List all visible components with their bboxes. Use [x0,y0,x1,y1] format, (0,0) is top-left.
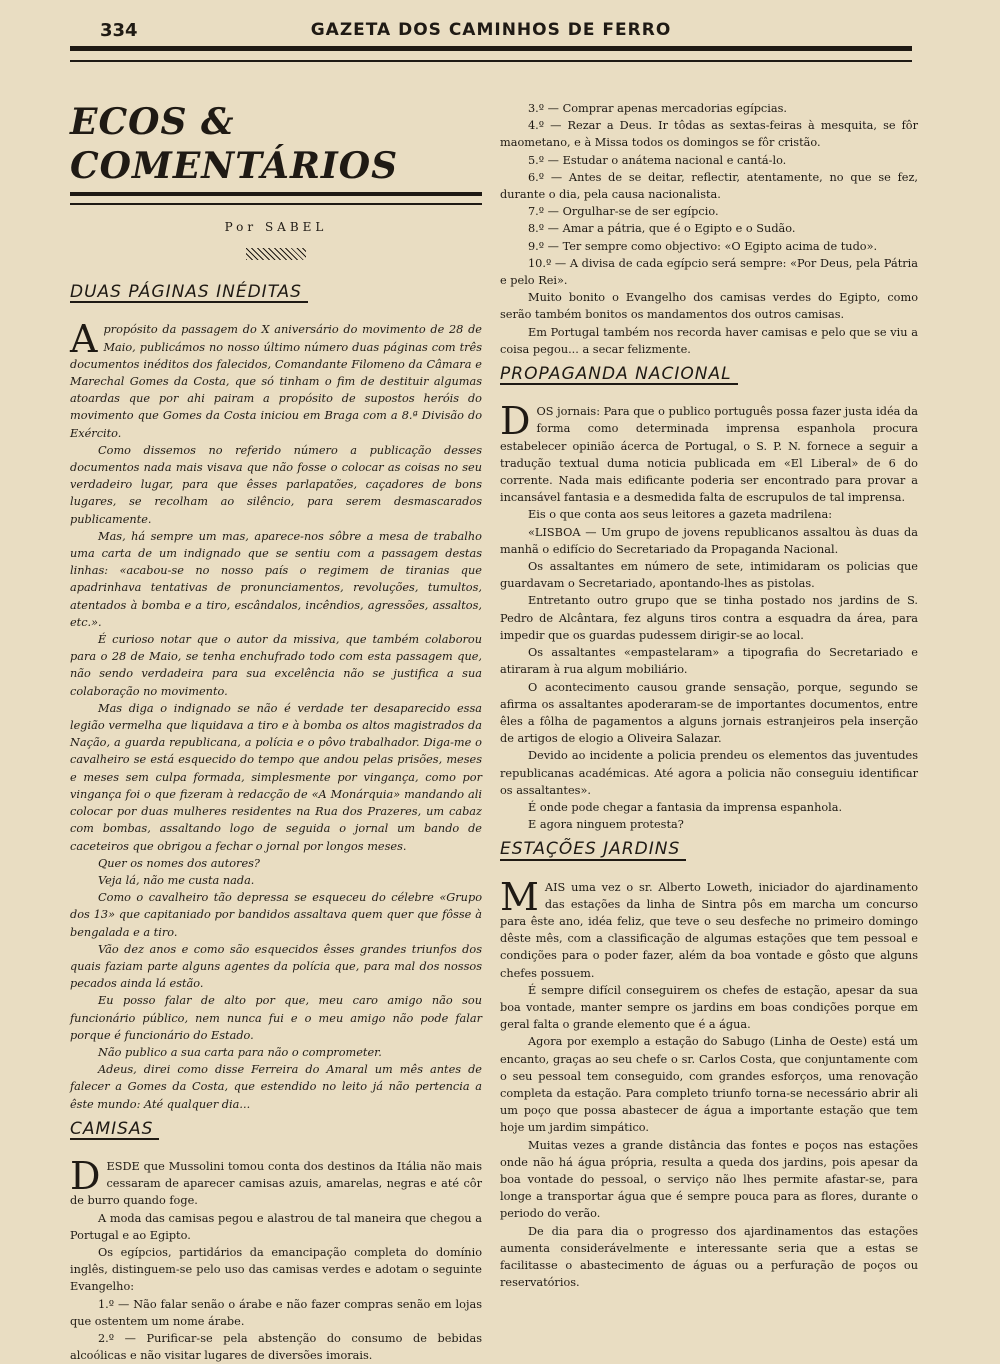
paragraph: «LISBOA — Um grupo de jovens republicanos assaltou às duas da manhã o edifício do Secretariado da Propaganda Nacional. [500,525,918,556]
paragraph: Mas diga o indignado se não é verdade ter desaparecido essa legião vermelha que liquidava a tiro e à bomba os altos magistrados da Nação, a guarda republicana, a polícia e o pôvo trabalhador. Diga-me o cavalheiro se está esquecido do tempo que andou pelas prisões, meses e meses sem culpa formada, simplesmente por vingança, como por vingança foi o que fizeram à redacção de «A Monárquia» mandando ali colocar por duas mulheres residentes na Rua dos Prazeres, um cabaz com bombas, assaltando logo de seguida o jornal um bando de caceteiros que obrigou a fechar o jornal por longos meses. [70,701,482,853]
paragraph: Entretanto outro grupo que se tinha postado nos jardins de S. Pedro de Alcântara, fez alguns tiros contra a esquadra da área, para impedir que os guardas pudessem dirigir-se ao local. [500,594,918,642]
section-heading-duas-paginas: DUAS PÁGINAS INÉDITAS [70,284,308,303]
list-item: 8.º — Amar a pátria, que é o Egipto e o Sudão. [528,222,796,236]
paragraph: O acontecimento causou grande sensação, porque, segundo se afirma os assaltantes apoderaram-se de importantes documentos, entre êles a fôlha de pagamentos a alguns jornais estranjeiros pela inserção de artigos de elogio a Oliveira Salazar. [500,680,918,746]
paragraph: Vão dez anos e como são esquecidos êsses grandes triunfos dos quais faziam parte alguns agentes da polícia que, para mal dos nossos pecados ainda lá estão. [70,942,482,991]
drop-cap: A [70,317,98,362]
list-item: 4.º — Rezar a Deus. Ir tôdas as sextas-feiras à mesquita, se fôr maometano, e à Missa todos os domingos se fôr cristão. [500,119,918,150]
list-item: 9.º — Ter sempre como objectivo: «O Egipto acima de tudo». [528,239,878,253]
section-heading-estacoes: ESTAÇÕES JARDINS [500,841,686,860]
publication-title: GAZETA DOS CAMINHOS DE FERRO [310,20,672,40]
article-title: ECOS & COMENTÁRIOS [70,101,399,187]
right-column [500,100,918,1291]
section-intro [500,399,918,506]
paragraph: Os assaltantes «empastelaram» a tipografia do Secretariado e atiraram à rua algum mobiliário. [500,646,918,677]
paragraph: É sempre difícil conseguirem os chefes de estação, apesar da sua boa vontade, manter sempre os jardins em boas condições porque em geral falta o grande elemento que é a água. [500,983,918,1032]
paragraph: Como dissemos no referido número a publicação desses documentos nada mais visava que não fosse o colocar as coisas no seu verdadeiro lugar, para que êsses parlapatões, caçadores de bons lugares, se recolham ao silêncio, para serem desmascarados publicamente. [70,443,482,526]
paragraph: Eis o que conta aos seus leitores a gazeta madrilena: [528,508,833,522]
header-rule [70,46,912,62]
section-intro [70,1153,482,1210]
paragraph: Devido ao incidente a policia prendeu os elementos das juventudes republicanas académicas. Até agora a policia não conseguiu identificar os assaltantes». [500,749,918,797]
list-item: 10.º — A divisa de cada egípcio será sempre: «Por Deus, pela Pátria e pelo Rei». [500,256,918,288]
paragraph: É curioso notar que o autor da missiva, que também colaborou para o 28 de Maio, se tenha enchufrado todo com esta passagem que, não sendo verdadeira para sua excelência não se justifica a sua colaboração no movimento. [70,633,482,698]
ornament [246,248,306,260]
paragraph: Eu posso falar de alto por que, meu caro amigo não sou funcionário público, nem nunca fui e o meu amigo não pode falar porque é funcionário do Estado. [70,994,482,1042]
paragraph: É onde pode chegar a fantasia da imprensa espanhola. [528,800,843,814]
list-item: 3.º — Comprar apenas mercadorias egípcias. [528,102,787,115]
paragraph: A moda das camisas pegou e alastrou de tal maneira que chegou a Portugal e ao Egipto. [70,1211,482,1242]
intro-text: ESDE que Mussolini tomou conta dos destinos da Itália não mais cessaram de aparecer camisas azuis, amarelas, negras e até côr de burro quando foge. [70,1159,482,1208]
list-item: 2.º — Purificar-se pela abstenção do consumo de bebidas alcoólicas e não visitar lugares de diversões imorais. [70,1331,482,1363]
title-rule [70,192,482,205]
paragraph: Não publico a sua carta para não o comprometer. [98,1045,382,1059]
paragraph: Os egípcios, partidários da emancipação completa do domínio inglês, distinguem-se pelo uso das camisas verdes e adotam o seguinte Evangelho: [70,1245,482,1294]
paragraph: E agora ninguem protesta? [528,818,684,832]
section-intro [70,317,482,441]
list-item: 5.º — Estudar o anátema nacional e cantá-lo. [528,153,787,167]
drop-cap: M [500,874,539,919]
byline: Por SABEL [224,220,328,234]
list-item: 6.º — Antes de se deitar, reflectir, atentamente, no que se fez, durante o dia, pela causa nacionalista. [500,170,918,202]
paragraph: Em Portugal também nos recorda haver camisas e pelo que se viu a coisa pegou... a secar felizmente. [500,325,918,356]
intro-text: OS jornais: Para que o publico português possa fazer justa idéa da forma como determinada imprensa espanhola procura estabelecer opinião ácerca de Portugal, o S. P. N. fornece a seguir a tradução textual duma noticia publicada em «El Liberal» de 6 do corrente. Nada mais edificante poderia ser encontrado para provar a incansável fantasia e a desmedida falta de escrupulos de tal imprensa. [500,405,918,505]
section-heading-camisas: CAMISAS [70,1121,159,1140]
paragraph: Muitas vezes a grande distância das fontes e poços nas estações onde não há água própria, resulta a queda dos jardins, pois apesar da boa vontade do pessoal, o serviço não lhes permite afastar-se, para longe a transportar água que é sempre pouca para as flores, durante o periodo do verão. [500,1138,918,1221]
paragraph: Veja lá, não me custa nada. [98,873,255,887]
paragraph: Adeus, direi como disse Ferreira do Amaral um mês antes de falecer a Gomes da Costa, que estendido no leito já não pertencia a êste mundo: Até qualquer dia... [70,1063,482,1111]
page-number: 334 [100,20,138,41]
paragraph: Os assaltantes em número de sete, intimidaram os policias que guardavam o Secretariado, apontando-lhes as pistolas. [500,560,918,591]
section-intro [500,874,918,982]
intro-text: propósito da passagem do X aniversário do movimento de 28 de Maio, publicámos no nosso último número duas páginas com três documentos inéditos dos falecidos, Comandante Filomeno da Câmara e Marechal Gomes da Costa, que só tinham o fim de destituir algumas atoardas que por ahi pairam a propósito de supostos heróis do movimento que Gomes da Costa iniciou em Braga com a 8.ª Divisão do Exército. [70,323,482,440]
list-item: 7.º — Orgulhar-se de ser egípcio. [528,205,719,219]
list-item: 1.º — Não falar senão o árabe e não fazer compras senão em lojas que ostentem um nome árabe. [70,1297,482,1328]
section-heading-propaganda: PROPAGANDA NACIONAL [500,366,738,385]
paragraph: Como o cavalheiro tão depressa se esqueceu do célebre «Grupo dos 13» que capitaniado por bandidos assaltava quem quer que fôsse à bengalada e a tiro. [70,891,482,939]
drop-cap: D [70,1153,101,1198]
intro-text: AIS uma vez o sr. Alberto Loweth, iniciador do ajardinamento das estações da linha de Sintra pôs em marcha um concurso para êste ano, idéa feliz, que teve o seu desfeche no primeiro domingo dêste mês, com a classificação de algumas estações que tem pessoal e condições para o poder fazer, além da boa vontade e gôsto que alguns chefes possuem. [500,880,918,980]
paragraph: Mas, há sempre um mas, aparece-nos sôbre a mesa de trabalho uma carta de um indignado que se sentiu com a passagem destas linhas: «acabou-se no nosso país o regimem de tiranias que apadrinhava tentativas de pronunciamentos, revoluções, tumultos, atentados à bomba e a tiro, escândalos, incêndios, agressões, assaltos, etc.». [70,529,482,629]
drop-cap: D [500,399,531,444]
paragraph: Agora por exemplo a estação do Sabugo (Linha de Oeste) está um encanto, graças ao seu chefe o sr. Carlos Costa, que conjuntamente com o seu pessoal tem conseguido, com grandes esforços, uma renovação completa da estação. Para completo triunfo torna-se necessário abrir ali um poço que possa abastecer de água a importante estação que tem hoje um jardim simpático. [500,1035,918,1135]
paragraph: De dia para dia o progresso dos ajardinamentos das estações aumenta considerávelmente e interessante seria que a estas se facilitasse o abastecimento de águas ou a perfuração de poços ou reservatórios. [500,1224,918,1290]
paragraph: Muito bonito o Evangelho dos camisas verdes do Egipto, como serão também bonitos os mandamentos dos outros camisas. [500,291,918,322]
paragraph: Quer os nomes dos autores? [98,856,260,870]
page-header [70,14,912,54]
left-column [70,100,482,1364]
